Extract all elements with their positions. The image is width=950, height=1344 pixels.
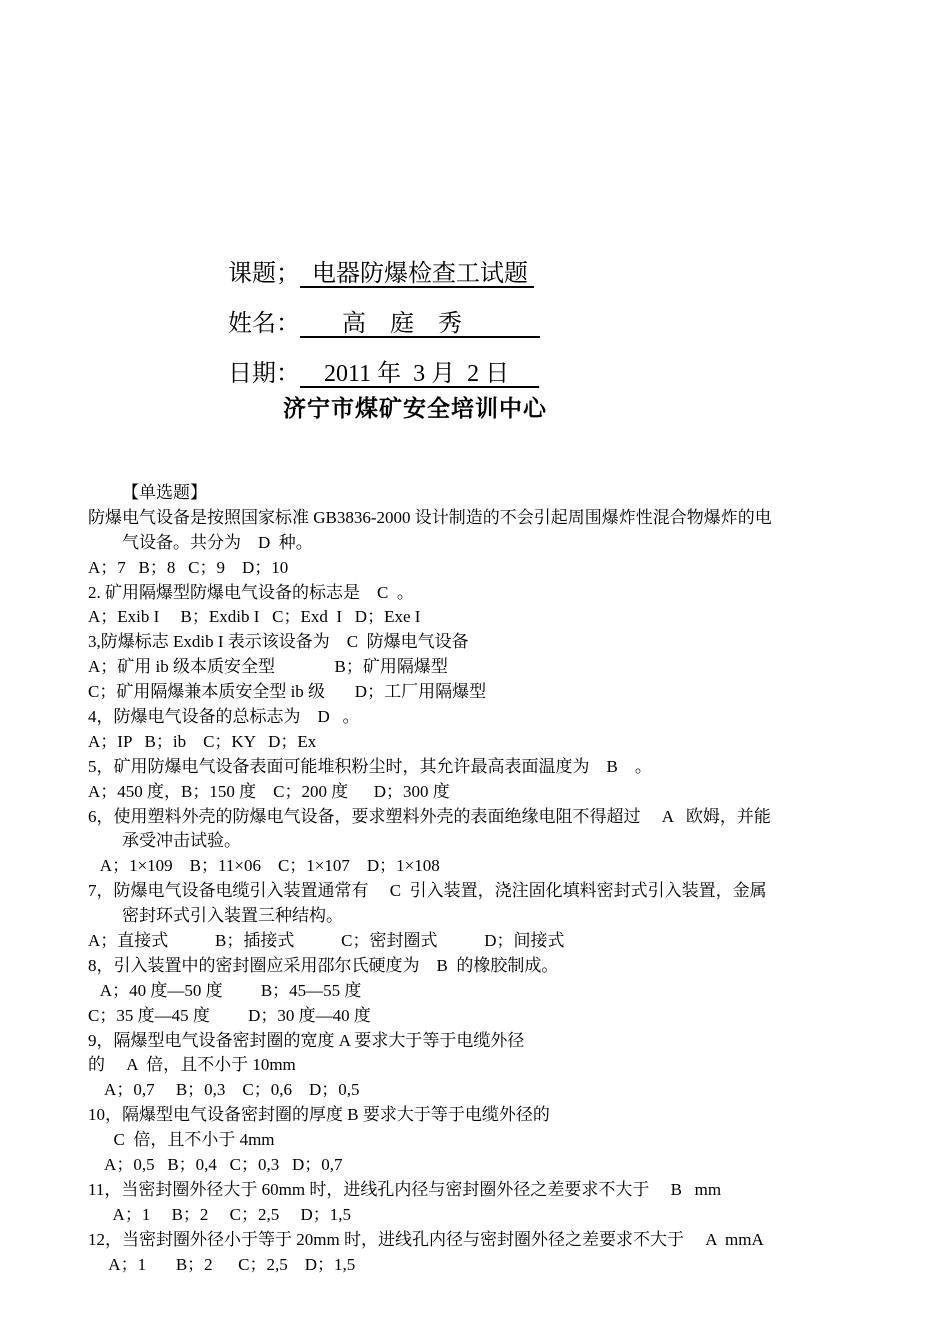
text-line: A；Exib I B；Exdib I C；Exd I D；Exe I (88, 607, 421, 627)
text-line: 8，引入装置中的密封圈应采用邵尔氏硬度为 B 的橡胶制成。 (88, 955, 559, 975)
text-line: 的 A 倍，且不小于 10mm (88, 1055, 296, 1075)
text-line: A；40 度—50 度 B；45—55 度 (88, 980, 362, 1000)
text-line: A；450 度，B；150 度 C；200 度 D；300 度 (88, 781, 450, 801)
text-line: 【单选题】 (88, 483, 207, 502)
text-line: 11，当密封圈外径大于 60mm 时，进线孔内径与密封圈外径之差要求不大于 B mm (88, 1179, 722, 1199)
text-line: 气设备。共分为 D 种。 (88, 532, 313, 552)
text-line: A；直接式 B；插接式 C；密封圈式 D；间接式 (88, 931, 565, 951)
text-line: A；1×109 B；11×06 C；1×107 D；1×108 (88, 856, 440, 876)
text-line: 7，防爆电气设备电缆引入装置通常有 C 引入装置，浇注固化填料密封式引入装置，金属 (88, 881, 767, 901)
text-line: 3,防爆标志 Exdib I 表示该设备为 C 防爆电气设备 (88, 632, 469, 652)
cover-block (228, 238, 588, 388)
date-row (228, 338, 588, 388)
name-label: 姓名： (228, 311, 300, 337)
text-line: 防爆电气设备是按照国家标准 GB3836-2000 设计制造的不会引起周围爆炸性混合物爆炸的电 (88, 507, 772, 527)
text-line: 9，隔爆型电气设备密封圈的宽度 A 要求大于等于电缆外径 (88, 1030, 525, 1050)
text-line: A；矿用 ib 级本质安全型 B；矿用隔爆型 (88, 657, 448, 677)
text-line: A；1 B；2 C；2,5 D；1,5 (88, 1254, 356, 1274)
name-row (228, 288, 588, 338)
text-line: 10，隔爆型电气设备密封圈的厚度 B 要求大于等于电缆外径的 (88, 1105, 550, 1125)
text-line: 5，矿用防爆电气设备表面可能堆积粉尘时，其允许最高表面温度为 B 。 (88, 756, 652, 776)
topic-label: 课题； (228, 261, 300, 287)
text-line: 4，防爆电气设备的总标志为 D 。 (88, 707, 360, 727)
text-line: C；矿用隔爆兼本质安全型 ib 级 D；工厂用隔爆型 (88, 682, 487, 702)
text-line: C；35 度—45 度 D；30 度—40 度 (88, 1005, 371, 1025)
text-line: 6，使用塑料外壳的防爆电气设备，要求塑料外壳的表面绝缘电阻不得超过 A 欧姆，并能 (88, 806, 771, 826)
text-line: 承受冲击试验。 (88, 831, 241, 851)
text-line: 12，当密封圈外径小于等于 20mm 时，进线孔内径与密封圈外径之差要求不大于 A mmA (88, 1229, 764, 1249)
topic-value: 电器防爆检查工试题 (300, 261, 534, 287)
question-body (88, 481, 868, 1278)
text-line: A；0,5 B；0,4 C；0,3 D；0,7 (88, 1155, 343, 1175)
text-line: A；1 B；2 C；2,5 D；1,5 (88, 1204, 352, 1224)
date-value: 2011 年 3 月 2 日 (300, 361, 540, 387)
text-line: A；7 B；8 C；9 D；10 (88, 557, 289, 577)
text-line: C 倍，且不小于 4mm (88, 1130, 275, 1150)
text-line: 密封环式引入装置三种结构。 (88, 906, 343, 926)
date-label: 日期： (228, 361, 300, 387)
name-value: 高 庭 秀 (300, 311, 540, 337)
organization-title: 济宁市煤矿安全培训中心 (283, 396, 547, 421)
topic-row (228, 238, 588, 288)
text-line: A；IP B；ib C；KY D；Ex (88, 731, 317, 751)
text-line: 2. 矿用隔爆型防爆电气设备的标志是 C 。 (88, 582, 414, 602)
text-line: A；0,7 B；0,3 C；0,6 D；0,5 (88, 1080, 360, 1100)
